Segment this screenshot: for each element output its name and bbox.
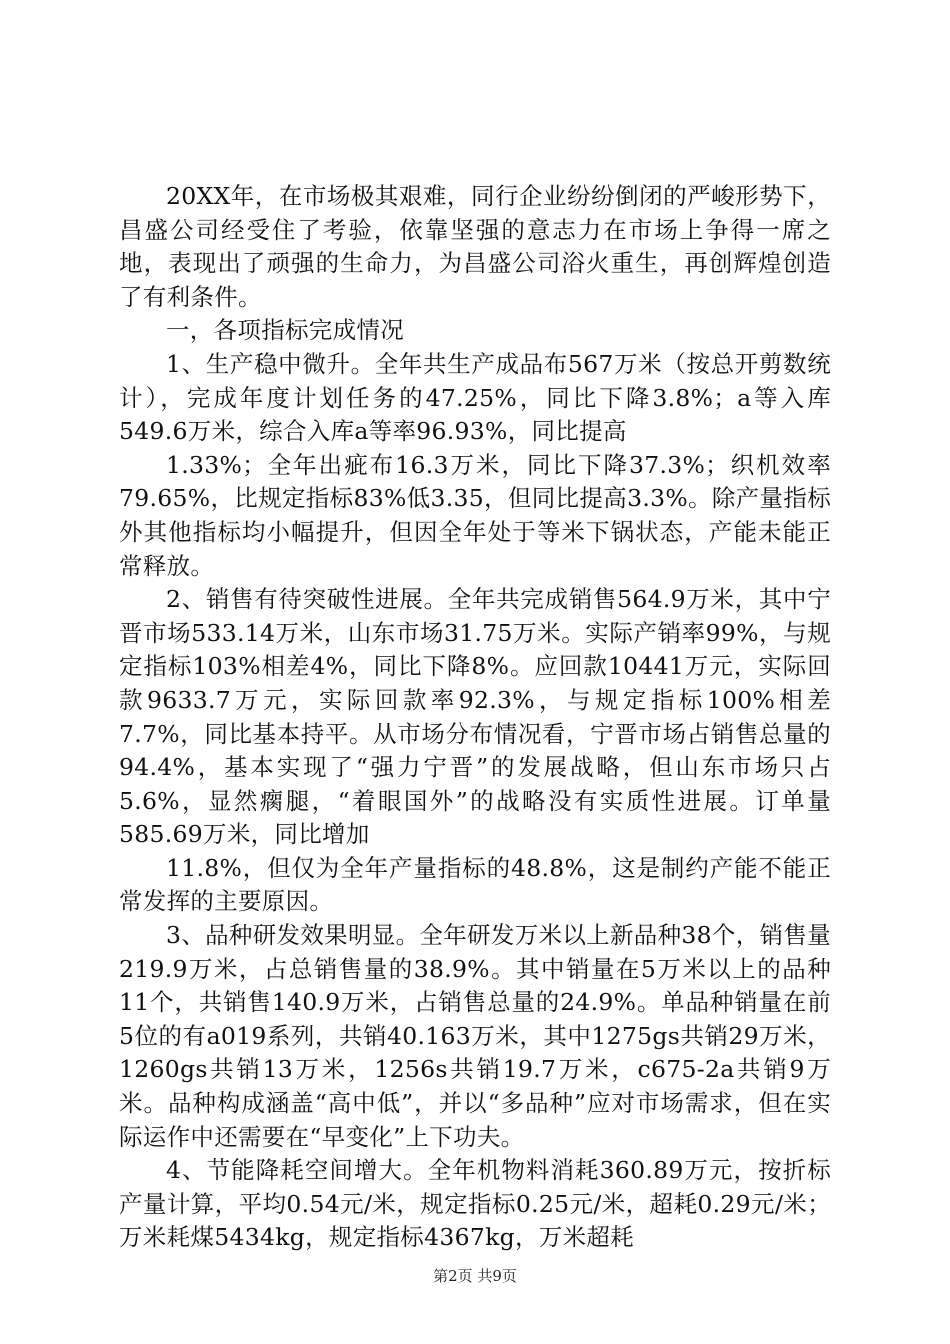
- section-heading: 一，各项指标完成情况: [166, 316, 404, 345]
- paragraph-production: 1、生产稳中微升。全年共生产成品布567万米（按总开剪数统计），完成年度计划任务的47.25%，同比下降3.8%；a等入库549.6万米，综合入库a等率96.93%，同比提高: [119, 349, 831, 446]
- paragraph-production-cont: 1.33%；全年出疵布16.3万米，同比下降37.3%；织机效率79.65%，比规定指标83%低3.35，但同比提高3.3%。除产量指标外其他指标均小幅提升，但因全年处于等米下锅状态，产能未能正常释放。: [119, 450, 831, 580]
- paragraph-product-rd: 3、品种研发效果明显。全年研发万米以上新品种38个，销售量219.9万米，占总销售量的38.9%。其中销量在5万米以上的品种11个，共销售140.9万米，占销售总量的24.9%。单品种销量在前5位的有a019系列，共销40.163万米，其中1275gs共销29万米，1260gs共销13万米，1256s共销19.7万米，c675-2a共销9万米。品种构成涵盖“高中低”，并以“多品种”应对市场需求，但在实际运作中还需要在“早变化”上下功夫。: [119, 921, 831, 1151]
- paragraph-intro: 20XX年，在市场极其艰难，同行企业纷纷倒闭的严峻形势下，昌盛公司经受住了考验，依靠坚强的意志力在市场上争得一席之地，表现出了顽强的生命力，为昌盛公司浴火重生，再创辉煌创造了有利条件。: [119, 182, 831, 311]
- paragraph-sales-cont: 11.8%，但仅为全年产量指标的48.8%，这是制约产能不能正常发挥的主要原因。: [119, 853, 831, 916]
- document-body: [119, 180, 831, 1255]
- paragraph-sales: 2、销售有待突破性进展。全年共完成销售564.9万米，其中宁晋市场533.14万米，山东市场31.75万米。实际产销率99%，与规定指标103%相差4%，同比下降8%。应回款10441万元，实际回款9633.7万元，实际回款率92.3%，与规定指标100%相差7.7%，同比基本持平。从市场分布情况看，宁晋市场占销售总量的94.4%，基本实现了“强力宁晋”的发展战略，但山东市场只占5.6%，显然瘸腿，“着眼国外”的战略没有实质性进展。订单量585.69万米，同比增加: [119, 585, 831, 849]
- paragraph-energy: 4、节能降耗空间增大。全年机物料消耗360.89万元，按折标产量计算，平均0.54元/米，规定指标0.25元/米，超耗0.29元/米；万米耗煤5434kg，规定指标4367kg，万米超耗: [119, 1156, 831, 1252]
- page-footer: 第2页 共9页: [433, 1267, 517, 1285]
